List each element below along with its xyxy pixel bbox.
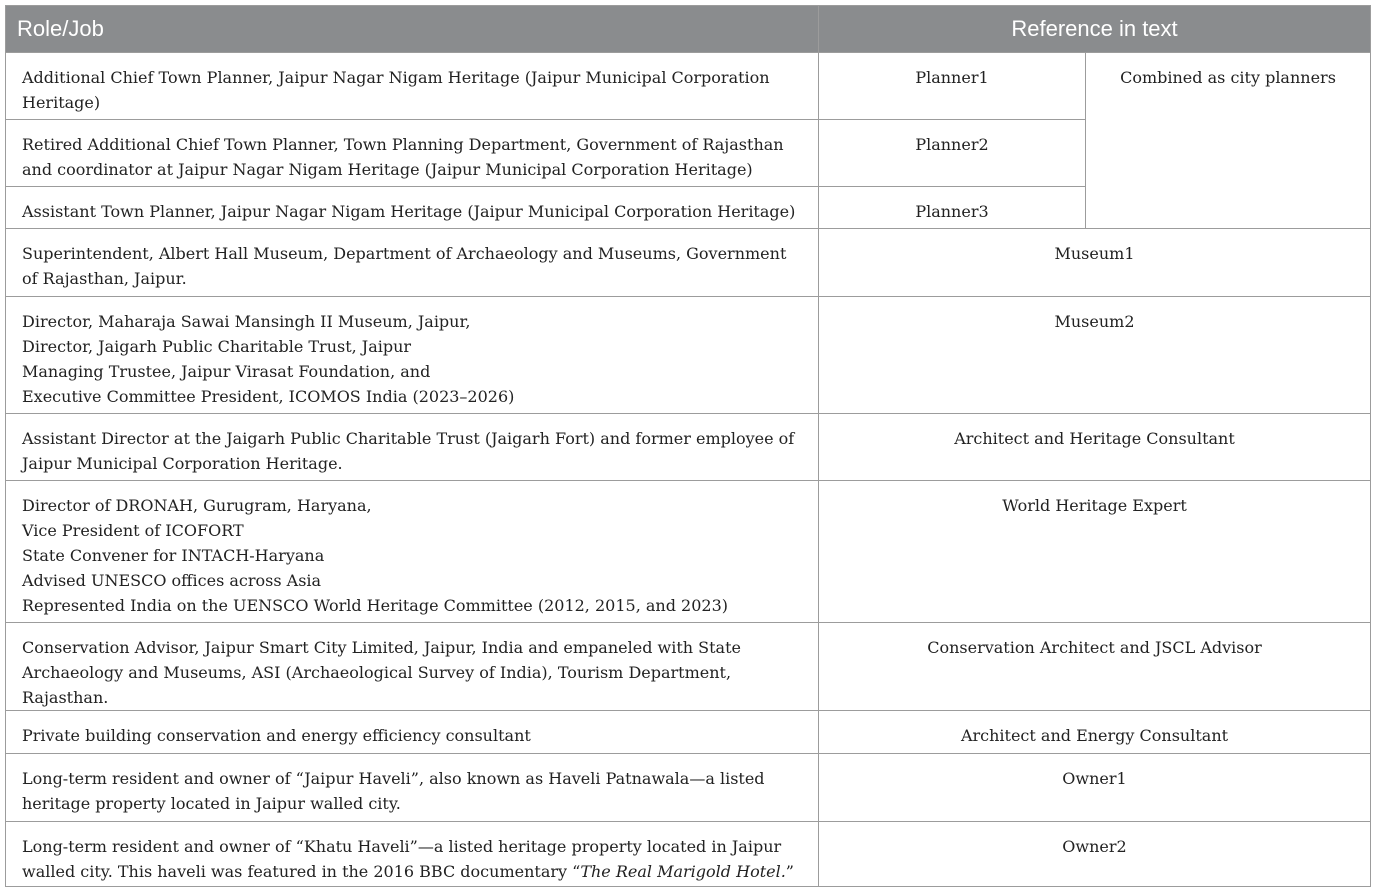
table-row bbox=[6, 481, 1371, 623]
reference-cell: Planner3 bbox=[819, 187, 1086, 229]
header-row bbox=[6, 6, 1371, 53]
table-row bbox=[6, 297, 1371, 414]
role-cell bbox=[6, 822, 819, 887]
reference-cell: Owner1 bbox=[819, 754, 1371, 822]
documentary-title: The Real Marigold Hotel. bbox=[580, 862, 786, 881]
role-line: Director, Maharaja Sawai Mansingh II Museum, Jaipur, bbox=[22, 312, 471, 331]
combined-reference-cell: Combined as city planners bbox=[1086, 53, 1371, 229]
reference-cell: Museum2 bbox=[819, 297, 1371, 414]
role-text: Long-term resident and owner of “Khatu Haveli”—a listed heritage property located in Jaipur walled city. This haveli was featured in the 2016 BBC documentary “ bbox=[22, 837, 782, 881]
reference-cell: Planner1 bbox=[819, 53, 1086, 120]
role-cell: Private building conservation and energy efficiency consultant bbox=[6, 711, 819, 754]
role-line: Director, Jaigarh Public Charitable Trust, Jaipur bbox=[22, 337, 412, 356]
table-row bbox=[6, 53, 1371, 120]
role-line: Vice President of ICOFORT bbox=[22, 521, 244, 540]
role-line: Managing Trustee, Jaipur Virasat Foundation, and bbox=[22, 362, 431, 381]
reference-cell: Owner2 bbox=[819, 822, 1371, 887]
role-cell: Retired Additional Chief Town Planner, Town Planning Department, Government of Rajasthan and coordinator at Jaipur Nagar Nigam Heritage (Jaipur Municipal Corporation Heritage) bbox=[6, 120, 819, 187]
role-line: Represented India on the UENSCO World Heritage Committee (2012, 2015, and 2023) bbox=[22, 596, 728, 615]
table-row bbox=[6, 414, 1371, 481]
role-cell: Superintendent, Albert Hall Museum, Department of Archaeology and Museums, Government of Rajasthan, Jaipur. bbox=[6, 229, 819, 297]
participants-table bbox=[5, 5, 1371, 887]
role-cell: Additional Chief Town Planner, Jaipur Nagar Nigam Heritage (Jaipur Municipal Corporation Heritage) bbox=[6, 53, 819, 120]
reference-cell: Museum1 bbox=[819, 229, 1371, 297]
role-cell: Long-term resident and owner of “Jaipur Haveli”, also known as Haveli Patnawala—a listed heritage property located in Jaipur walled city. bbox=[6, 754, 819, 822]
reference-cell: Architect and Energy Consultant bbox=[819, 711, 1371, 754]
role-cell bbox=[6, 481, 819, 623]
role-cell: Assistant Town Planner, Jaipur Nagar Nigam Heritage (Jaipur Municipal Corporation Heritage) bbox=[6, 187, 819, 229]
reference-cell: Conservation Architect and JSCL Advisor bbox=[819, 623, 1371, 711]
table-row bbox=[6, 711, 1371, 754]
table-row bbox=[6, 754, 1371, 822]
role-cell: Conservation Advisor, Jaipur Smart City Limited, Jaipur, India and empaneled with State Archaeology and Museums, ASI (Archaeological Survey of India), Tourism Department, Rajasthan. bbox=[6, 623, 819, 711]
role-line: Advised UNESCO offices across Asia bbox=[22, 571, 322, 590]
table-row bbox=[6, 822, 1371, 887]
reference-cell: Planner2 bbox=[819, 120, 1086, 187]
table-row bbox=[6, 229, 1371, 297]
role-line: Executive Committee President, ICOMOS India (2023–2026) bbox=[22, 387, 515, 406]
header-role-job: Role/Job bbox=[6, 6, 819, 53]
role-line: Director of DRONAH, Gurugram, Haryana, bbox=[22, 496, 372, 515]
role-line: State Convener for INTACH-Haryana bbox=[22, 546, 325, 565]
reference-cell: World Heritage Expert bbox=[819, 481, 1371, 623]
table-row bbox=[6, 623, 1371, 711]
reference-cell: Architect and Heritage Consultant bbox=[819, 414, 1371, 481]
role-cell bbox=[6, 297, 819, 414]
header-reference-in-text: Reference in text bbox=[819, 6, 1371, 53]
role-text-end: ” bbox=[785, 862, 794, 881]
role-cell: Assistant Director at the Jaigarh Public Charitable Trust (Jaigarh Fort) and former employee of Jaipur Municipal Corporation Heritage. bbox=[6, 414, 819, 481]
